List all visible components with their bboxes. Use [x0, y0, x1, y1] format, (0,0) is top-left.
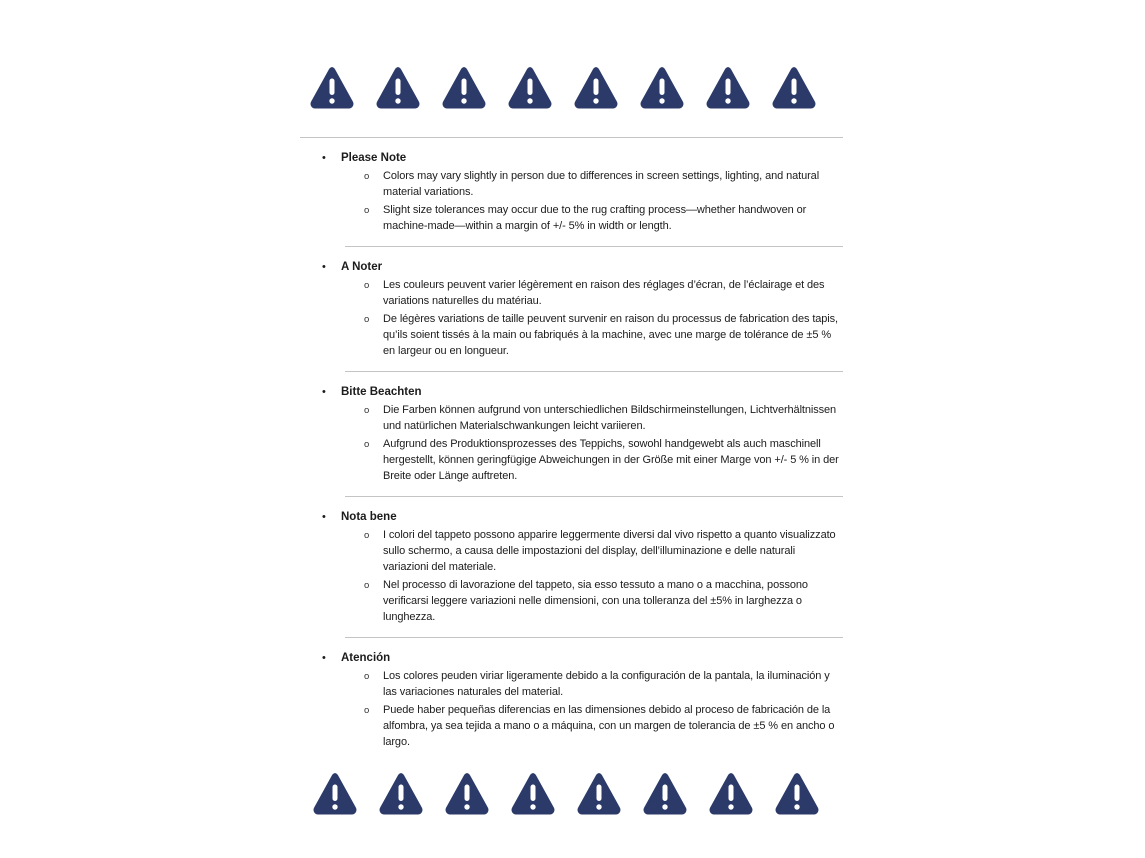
warning-triangle-icon	[440, 64, 488, 112]
note-text: Nel processo di lavorazione del tappeto, sia esso tessuto a mano o a macchina, possono verificarsi leggere variazioni nelle dimensioni, con una tolleranza del ±5% in larghezza o lunghezza.	[383, 579, 808, 623]
warning-triangle-icon	[641, 770, 689, 818]
warning-triangle-icon	[704, 64, 752, 112]
note-text: Slight size tolerances may occur due to the rug crafting process—whether handwoven or machine-made—within a margin of +/- 5% in width or length.	[383, 204, 807, 232]
divider	[300, 137, 843, 138]
note-text: Die Farben können aufgrund von unterschiedlichen Bildschirmeinstellungen, Lichtverhältnissen und natürlichen Materialschwankungen leicht variieren.	[383, 404, 837, 432]
circle-bullet-icon: o	[364, 314, 370, 325]
warning-triangle-icon	[707, 770, 755, 818]
warning-icon-row-top	[300, 64, 843, 112]
circle-bullet-icon: o	[364, 205, 370, 216]
note-text: Aufgrund des Produktionsprozesses des Teppichs, sowohl handgewebt als auch maschinell hergestellt, können geringfügige Abweichungen in der Größe mit einer Marge von +/- 5 % in der Breite oder Länge auftreten.	[383, 438, 839, 482]
section-title: Atención	[341, 652, 391, 664]
warning-icon-row-bottom	[300, 770, 843, 818]
warning-triangle-icon	[443, 770, 491, 818]
warning-triangle-icon	[311, 770, 359, 818]
circle-bullet-icon: o	[364, 580, 370, 591]
section-title: A Noter	[341, 261, 383, 273]
divider	[345, 371, 843, 372]
section-please-note	[300, 150, 843, 247]
circle-bullet-icon: o	[364, 530, 370, 541]
warning-triangle-icon	[575, 770, 623, 818]
section-title: Please Note	[341, 152, 407, 164]
bullet-icon: •	[322, 261, 326, 273]
note-text: De légères variations de taille peuvent survenir en raison du processus de fabrication des tapis, qu’ils soient tissés à la main ou fabriqués à la machine, avec une marge de tolérance de ±5 % en largeur ou en longueur.	[383, 313, 839, 357]
bullet-icon: •	[322, 386, 326, 398]
circle-bullet-icon: o	[364, 439, 370, 450]
circle-bullet-icon: o	[364, 671, 370, 682]
warning-triangle-icon	[374, 64, 422, 112]
section-atencion	[300, 650, 843, 750]
bullet-icon: •	[322, 152, 326, 164]
warning-triangle-icon	[572, 64, 620, 112]
circle-bullet-icon: o	[364, 405, 370, 416]
note-text: Les couleurs peuvent varier légèrement en raison des réglages d’écran, de l’éclairage et des variations naturelles du matériau.	[383, 279, 825, 307]
circle-bullet-icon: o	[364, 705, 370, 716]
bullet-icon: •	[322, 652, 326, 664]
warning-triangle-icon	[509, 770, 557, 818]
note-text: Colors may vary slightly in person due to differences in screen settings, lighting, and natural material variations.	[383, 170, 820, 198]
warning-triangle-icon	[638, 64, 686, 112]
section-title: Bitte Beachten	[341, 386, 422, 398]
section-nota-bene	[300, 509, 843, 638]
section-bitte-beachten	[300, 384, 843, 497]
note-text: I colori del tappeto possono apparire leggermente diversi dal vivo rispetto a quanto visualizzato sullo schermo, a causa delle impostazioni del display, dell’illuminazione e delle naturali variazioni del materiale.	[383, 529, 836, 573]
note-text: Puede haber pequeñas diferencias en las dimensiones debido al proceso de fabricación de la alfombra, ya sea tejida a mano o a máquina, con un margen de tolerancia de ±5 % en ancho o largo.	[383, 704, 835, 748]
warning-triangle-icon	[377, 770, 425, 818]
warning-triangle-icon	[308, 64, 356, 112]
divider	[345, 637, 843, 638]
bullet-icon: •	[322, 511, 326, 523]
circle-bullet-icon: o	[364, 280, 370, 291]
section-a-noter	[300, 259, 843, 372]
warning-triangle-icon	[773, 770, 821, 818]
note-text: Los colores peuden viriar ligeramente debido a la configuración de la pantala, la iluminación y las variaciones naturales del material.	[383, 670, 830, 698]
circle-bullet-icon: o	[364, 171, 370, 182]
document-page	[300, 0, 843, 818]
warning-triangle-icon	[770, 64, 818, 112]
warning-triangle-icon	[506, 64, 554, 112]
divider	[345, 496, 843, 497]
divider	[345, 246, 843, 247]
section-title: Nota bene	[341, 511, 397, 523]
